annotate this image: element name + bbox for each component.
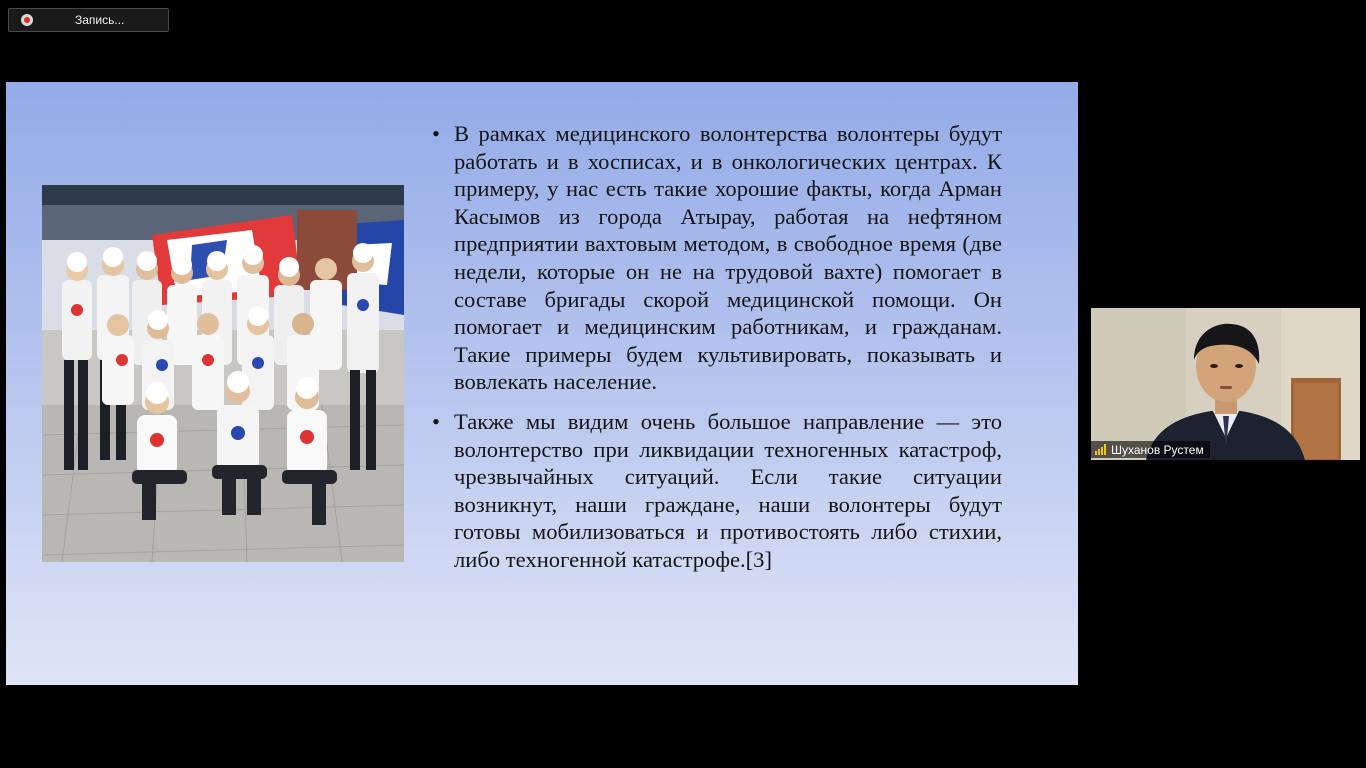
shared-slide: [6, 82, 1078, 685]
bullet-marker: •: [432, 121, 440, 146]
participant-video-tile[interactable]: [1091, 308, 1360, 460]
record-icon: [21, 14, 33, 26]
volunteers-photo-illustration: [42, 185, 404, 562]
slide-bullet: [430, 120, 1002, 396]
bullet-text: В рамках медицинского волонтерства волонтеры будут работать и в хосписах, и в онкологических центрах. К примеру, у нас есть такие хорошие факты, когда Арман Касымов из города Атырау, работая на нефтяном предприятии вахтовым методом, в свободное время (две недели, которые он не на трудовой вахте) помогает в составе бригады скорой медицинской помощи. Он помогает и медицинским работникам, и гражданам. Такие примеры будем культивировать, показывать и вовлекать население.: [454, 121, 1002, 395]
connection-signal-icon: [1095, 444, 1106, 455]
slide-text-body: [430, 120, 1002, 586]
participant-name: Шуханов Рустем: [1111, 442, 1204, 457]
volunteers-group-photo: [42, 185, 404, 562]
participant-nameplate: [1091, 441, 1210, 458]
slide-bullet: [430, 408, 1002, 574]
bullet-text: Также мы видим очень большое направление — это волонтерство при ликвидации техногенных катастроф, чрезвычайных ситуаций. Если такие ситуации возникнут, наши граждане, наши волонтеры будут готовы мобилизоваться и противостоять либо стихии, либо техногенной катастрофе.[3]: [454, 408, 1002, 572]
recording-label: Запись...: [75, 13, 125, 27]
recording-indicator[interactable]: [8, 8, 169, 32]
bullet-marker: •: [432, 408, 440, 434]
participant-video-feed: [1091, 308, 1360, 460]
